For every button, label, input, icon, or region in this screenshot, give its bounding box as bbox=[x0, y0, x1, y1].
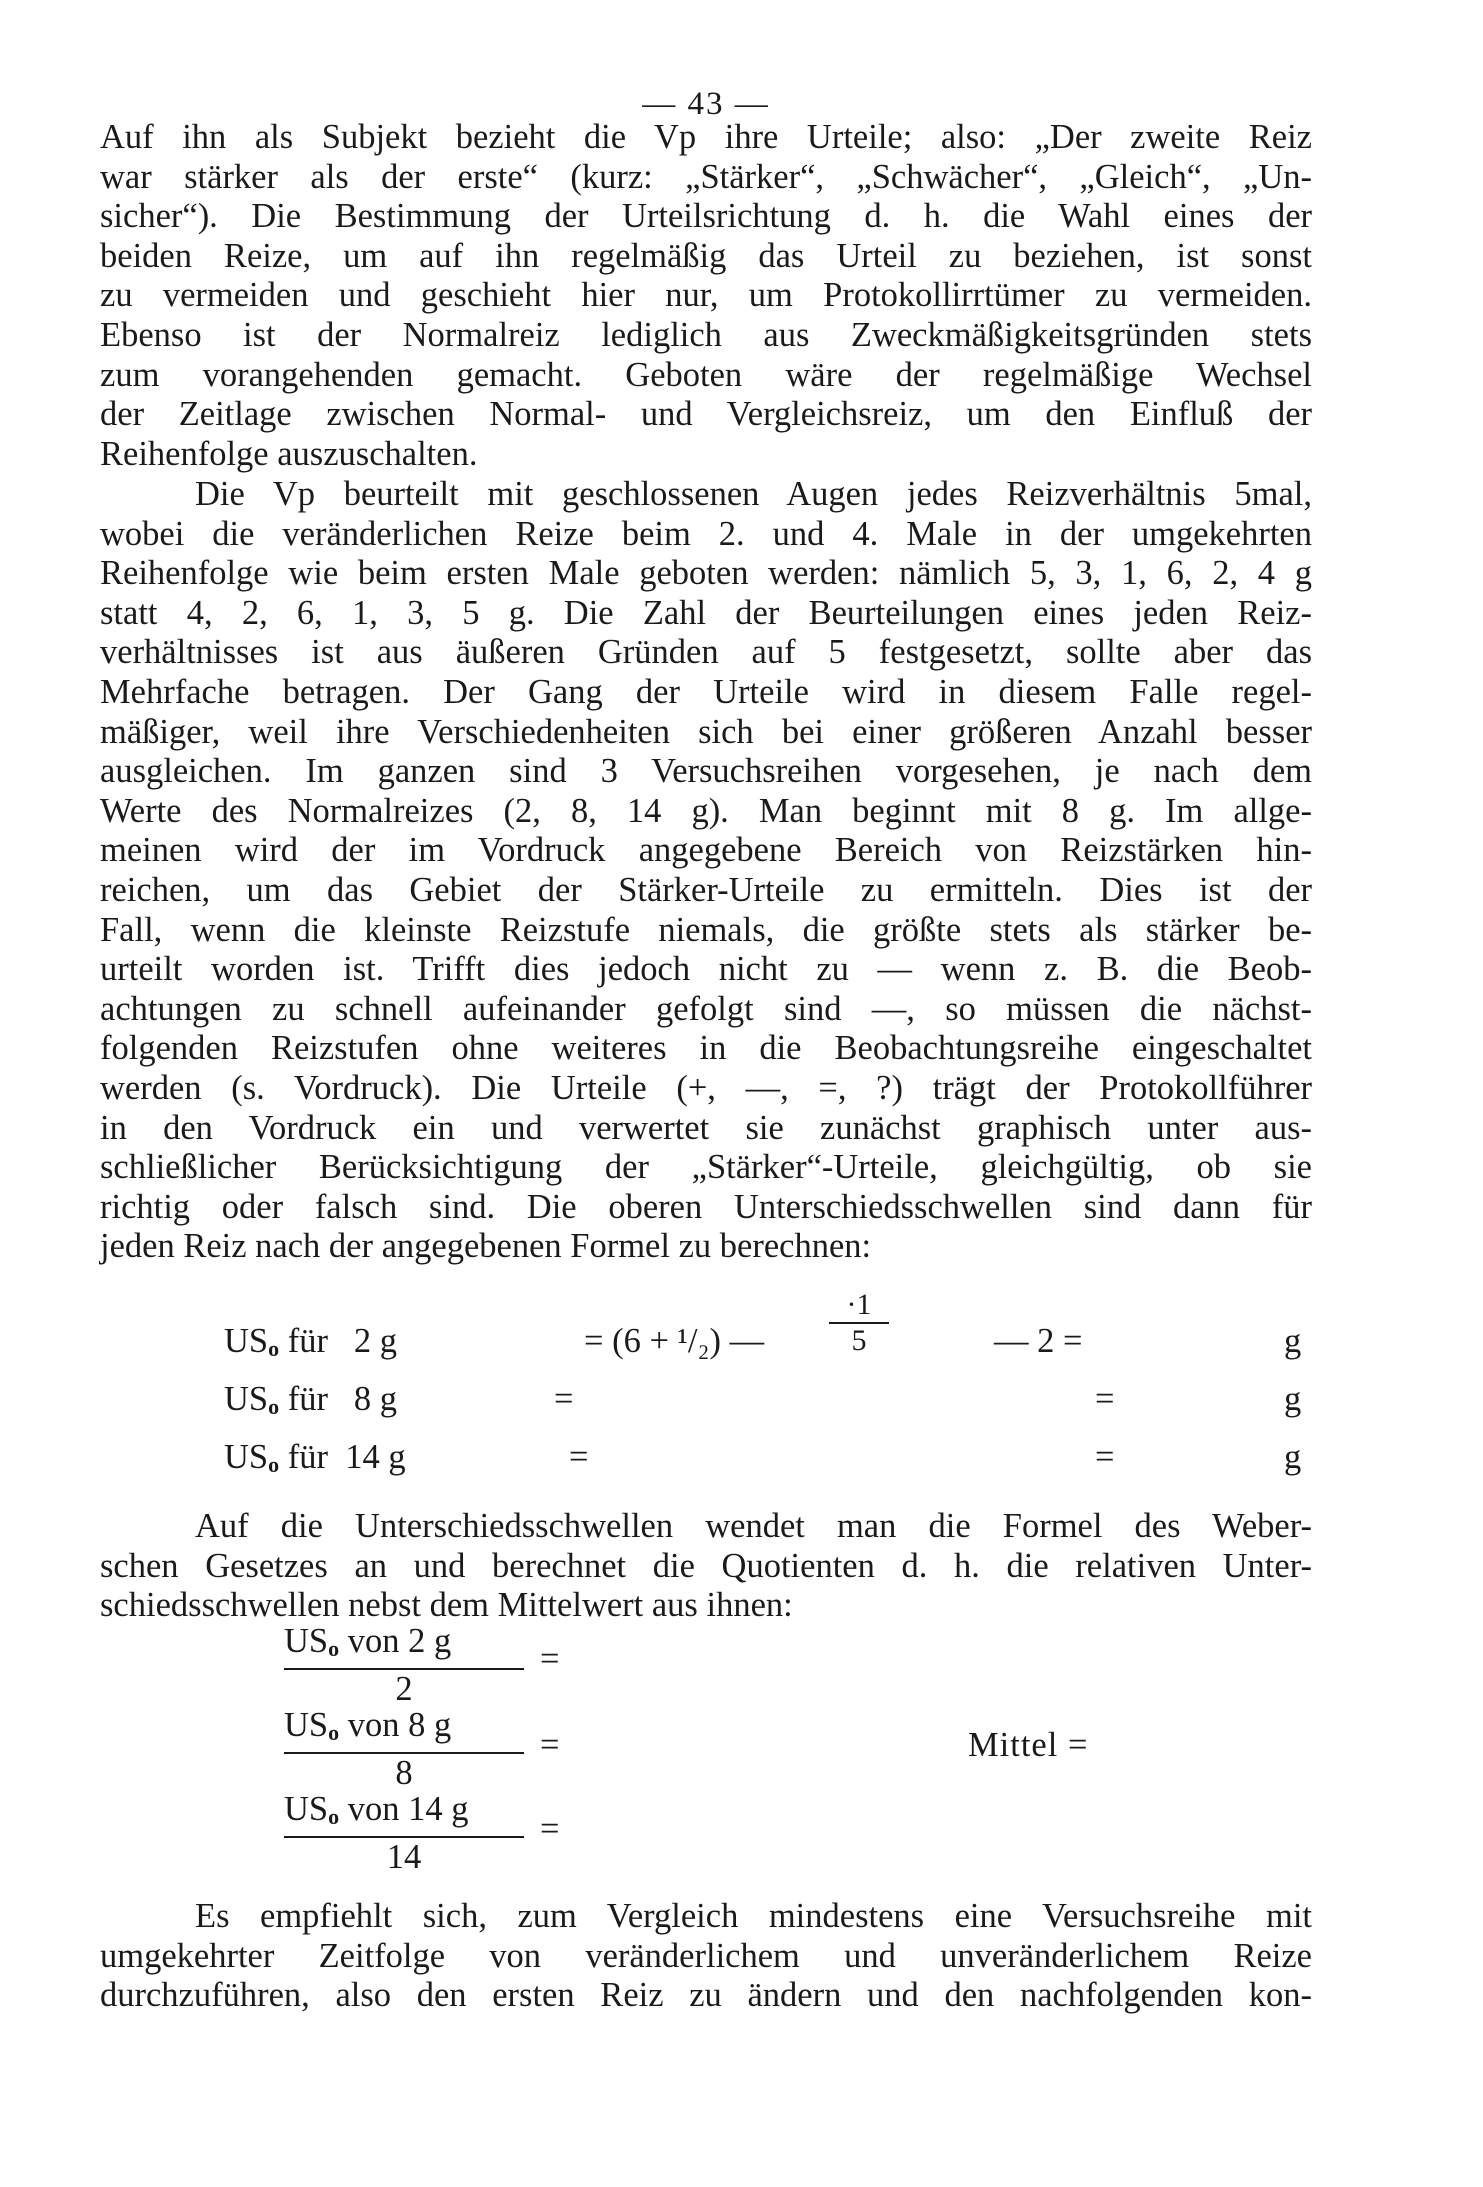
paragraph-1 bbox=[100, 118, 1312, 474]
formula-expression: = (6 + ¹/₂) — bbox=[584, 1322, 765, 1360]
us-subscript: o bbox=[268, 1452, 280, 1477]
unit-label: g bbox=[1284, 1322, 1302, 1360]
text-line: meinen wird der im Vordruck angegebene Bereich von Reizstärken hin- bbox=[100, 831, 1312, 870]
text-line: Werte des Normalreizes (2, 8, 14 g). Man beginnt mit 8 g. Im allge- bbox=[100, 791, 1312, 830]
text-line: jeden Reiz nach der angegebenen Formel zu berechnen: bbox=[100, 1227, 872, 1266]
text-line: Ebenso ist der Normalreiz lediglich aus Zweckmäßigkeitsgründen stets bbox=[100, 315, 1312, 354]
us-label: US bbox=[224, 1322, 269, 1360]
text-line: Die Vp beurteilt mit geschlossenen Augen jedes Reizverhältnis 5mal, bbox=[195, 475, 1312, 513]
text-line: war stärker als der erste“ (kurz: „Stärker“, „Schwächer“, „Gleich“, „Un- bbox=[100, 157, 1312, 196]
weight-label: 8 g bbox=[353, 1380, 397, 1418]
fraction-numerator: von 14 g bbox=[347, 1790, 469, 1828]
text-line: statt 4, 2, 6, 1, 3, 5 g. Die Zahl der Beurteilungen eines jeden Reiz- bbox=[100, 593, 1312, 632]
text-line: reichen, um das Gebiet der Stärker-Urteile zu ermitteln. Dies ist der bbox=[100, 870, 1312, 909]
us-subscript: o bbox=[268, 1394, 280, 1419]
text-line: der Zeitlage zwischen Normal- und Vergleichsreiz, um den Einfluß der bbox=[100, 395, 1312, 434]
quotient-fraction-2 bbox=[284, 1706, 524, 1792]
text-line: Auf ihn als Subjekt bezieht die Vp ihre Urteile; also: „Der zweite Reiz bbox=[100, 118, 1312, 156]
text-line: Reihenfolge wie beim ersten Male geboten werden: nämlich 5, 3, 1, 6, 2, 4 g bbox=[100, 554, 1312, 593]
fuer-label: für bbox=[287, 1322, 328, 1360]
unit-label: g bbox=[1284, 1438, 1302, 1476]
us-label: US bbox=[224, 1438, 269, 1476]
small-fraction bbox=[829, 1290, 889, 1356]
text-line: verhältnisses ist aus äußeren Gründen auf 5 festgesetzt, sollte aber das bbox=[100, 633, 1312, 672]
fraction-numerator: ·1 bbox=[846, 1288, 872, 1321]
us-label: US bbox=[284, 1622, 329, 1660]
unit-label: g bbox=[1284, 1380, 1302, 1418]
fraction-denominator: 8 bbox=[395, 1754, 413, 1792]
us-subscript: o bbox=[328, 1636, 340, 1661]
text-line: werden (s. Vordruck). Die Urteile (+, —, =, ?) trägt der Protokollführer bbox=[100, 1068, 1312, 1107]
us-subscript: o bbox=[328, 1804, 340, 1829]
us-label: US bbox=[284, 1706, 329, 1744]
weight-label: 2 g bbox=[353, 1322, 397, 1360]
paragraph-2 bbox=[100, 475, 1312, 1267]
text-line: schiedsschwellen nebst dem Mittelwert aus ihnen: bbox=[100, 1586, 793, 1625]
text-line: in den Vordruck ein und verwertet sie zunächst graphisch unter aus- bbox=[100, 1108, 1312, 1147]
weight-label: 14 g bbox=[345, 1438, 406, 1476]
us-subscript: o bbox=[328, 1720, 340, 1745]
text-line: zu vermeiden und geschieht hier nur, um Protokollirrtümer zu vermeiden. bbox=[100, 276, 1312, 315]
text-line: Reihenfolge auszuschalten. bbox=[100, 434, 478, 473]
text-line: zum vorangehenden gemacht. Geboten wäre der regelmäßige Wechsel bbox=[100, 355, 1312, 394]
text-line: richtig oder falsch sind. Die oberen Unterschiedsschwellen sind dann für bbox=[100, 1187, 1312, 1226]
quotient-fraction-3 bbox=[284, 1790, 524, 1876]
text-line: Fall, wenn die kleinste Reizstufe niemals, die größte stets als stärker be- bbox=[100, 910, 1312, 949]
text-line: schen Gesetzes an und berechnet die Quotienten d. h. die relativen Unter- bbox=[100, 1546, 1312, 1585]
formula-tail: = bbox=[1095, 1438, 1115, 1476]
document-page bbox=[100, 0, 1312, 2187]
us-label: US bbox=[284, 1790, 329, 1828]
text-line: wobei die veränderlichen Reize beim 2. und 4. Male in der umgekehrten bbox=[100, 514, 1312, 553]
equals-sign: = bbox=[540, 1810, 560, 1848]
paragraph-4 bbox=[100, 1897, 1312, 2016]
formula-expression: = bbox=[554, 1380, 574, 1418]
text-line: ausgleichen. Im ganzen sind 3 Versuchsreihen vorgesehen, je nach dem bbox=[100, 752, 1312, 791]
us-label: US bbox=[224, 1380, 269, 1418]
formula-tail: = bbox=[1095, 1380, 1115, 1418]
text-line: durchzuführen, also den ersten Reiz zu ändern und den nachfolgenden kon- bbox=[100, 1976, 1312, 2015]
text-line: umgekehrter Zeitfolge von veränderlichem und unveränderlichem Reize bbox=[100, 1936, 1312, 1975]
text-line: schließlicher Berücksichtigung der „Stärker“-Urteile, gleichgültig, ob sie bbox=[100, 1148, 1312, 1187]
mean-label: Mittel = bbox=[968, 1726, 1089, 1764]
text-line: sicher“). Die Bestimmung der Urteilsrichtung d. h. die Wahl eines der bbox=[100, 197, 1312, 236]
text-line: beiden Reize, um auf ihn regelmäßig das Urteil zu beziehen, ist sonst bbox=[100, 236, 1312, 275]
equals-sign: = bbox=[540, 1726, 560, 1764]
fraction-denominator: 5 bbox=[851, 1324, 867, 1357]
formula-tail: — 2 = bbox=[994, 1322, 1083, 1360]
quotient-fraction-1 bbox=[284, 1622, 524, 1708]
fuer-label: für bbox=[287, 1438, 328, 1476]
fraction-denominator: 2 bbox=[395, 1670, 413, 1708]
text-line: Auf die Unterschiedsschwellen wendet man die Formel des Weber- bbox=[195, 1507, 1312, 1545]
equals-sign: = bbox=[540, 1640, 560, 1678]
text-line: urteilt worden ist. Trifft dies jedoch nicht zu — wenn z. B. die Beob- bbox=[100, 950, 1312, 989]
formula-expression: = bbox=[569, 1438, 589, 1476]
fuer-label: für bbox=[287, 1380, 328, 1418]
text-line: mäßiger, weil ihre Verschiedenheiten sich bei einer größeren Anzahl besser bbox=[100, 712, 1312, 751]
text-line: folgenden Reizstufen ohne weiteres in die Beobachtungsreihe eingeschaltet bbox=[100, 1029, 1312, 1068]
paragraph-3 bbox=[100, 1507, 1312, 1626]
us-subscript: o bbox=[268, 1336, 280, 1361]
fraction-numerator: von 8 g bbox=[347, 1706, 452, 1744]
text-line: Es empfiehlt sich, zum Vergleich mindestens eine Versuchsreihe mit bbox=[195, 1897, 1312, 1935]
text-line: achtungen zu schnell aufeinander gefolgt sind —, so müssen die nächst- bbox=[100, 989, 1312, 1028]
fraction-denominator: 14 bbox=[386, 1838, 422, 1876]
page-number: — 43 — bbox=[642, 86, 770, 122]
fraction-numerator: von 2 g bbox=[347, 1622, 452, 1660]
text-line: Mehrfache betragen. Der Gang der Urteile wird in diesem Falle regel- bbox=[100, 672, 1312, 711]
